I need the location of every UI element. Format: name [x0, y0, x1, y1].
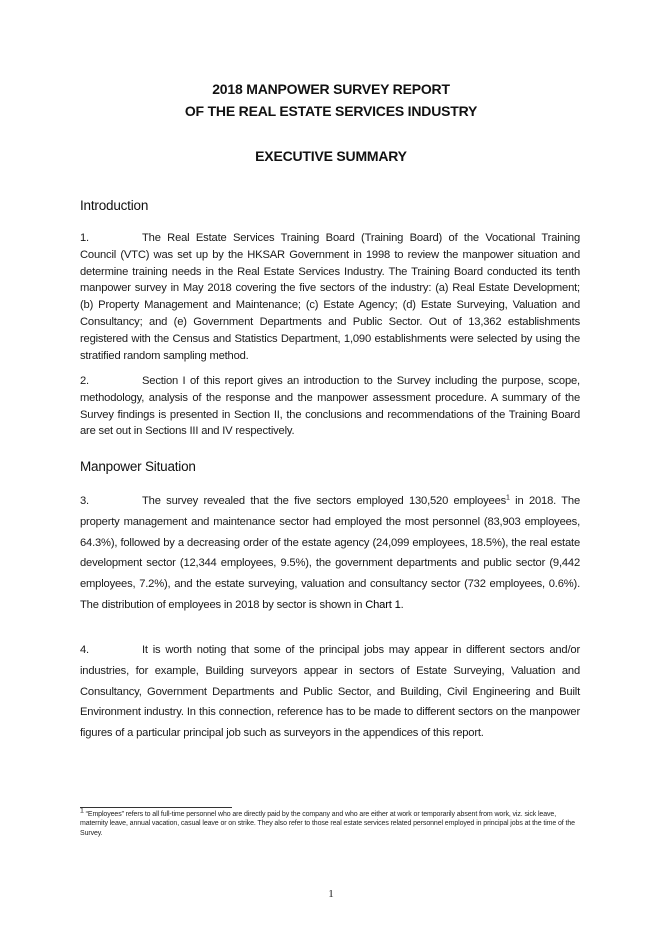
paragraph-text: The Real Estate Services Training Board (Training Board) of the Vocational Training Council (VTC) was set up by the HKSAR Government in 1998 to review the manpower situation and determine training needs in the Real Estate Services Industry. The Training Board conducted its tenth manpower survey in May 2018 covering the five sectors of the industry: (a) Real Estate Development; (b) Property Management and Maintenance; (c) Estate Agency; (d) Estate Surveying, Valuation and Consultancy; and (e) Government Departments and Public Sector. Out of 13,362 establishments registered with the Census and Statistics Department, 1,090 establishments were selected by using the stratified random sampling method.: [80, 232, 580, 362]
footnote-separator: [80, 807, 232, 808]
footnote-reference[interactable]: 1: [506, 494, 510, 502]
report-title-line1: 2018 MANPOWER SURVEY REPORT: [212, 81, 450, 97]
executive-summary-heading: EXECUTIVE SUMMARY: [255, 148, 407, 164]
paragraph-3: [80, 491, 580, 616]
paragraph-text: It is worth noting that some of the principal jobs may appear in different sectors and/or industries, for example, Building surveyors appear in sectors of Estate Surveying, Valuation and Consultancy, Government Departments and Public Sector, and Building, Civil Engineering and Built Environment industry. In this connection, reference has to be made to different sectors on the manpower figures of a particular principal job such as surveyors in the appendices of this report.: [80, 644, 580, 740]
report-title-line2: OF THE REAL ESTATE SERVICES INDUSTRY: [184, 103, 478, 119]
paragraph-text: in 2018. The property management and maintenance sector had employed the most personnel (83,903 employees, 64.3%), followed by a decreasing order of the estate agency (24,099 employees, 18.5%), the real estate development sector (12,344 employees, 9.5%), the government departments and public sector (9,442 employees, 7.2%), and the estate surveying, valuation and consultancy sector (732 employees, 0.6%). The distribution of employees in 2018 by sector is shown in: [80, 495, 581, 611]
footnote-number: 1: [80, 807, 84, 815]
footnote-text: “Employees” refers to all full-time personnel who are directly paid by the company and who are either at work or temporarily absent from work, viz. sick leave, maternity leave, annual vacation, casual leave or on strike. They also refer to those real estate services related personnel employed in principal jobs at the time of the Survey.: [80, 811, 575, 837]
footnote: [80, 807, 582, 838]
paragraph-text: Section I of this report gives an introduction to the Survey including the purpose, scope, methodology, analysis of the response and the manpower assessment procedure. A summary of the Survey findings is presented in Section II, the conclusions and recommendations of the Training Board are set out in Sections III and IV respectively.: [80, 375, 580, 438]
chart-reference: Chart 1: [365, 598, 401, 611]
paragraph-number: 4.: [80, 644, 89, 656]
paragraph-4: [80, 640, 580, 744]
paragraph-number: 3.: [80, 495, 89, 507]
paragraph-text: .: [400, 598, 404, 611]
section-heading-introduction: Introduction: [80, 198, 149, 213]
paragraph-text: The survey revealed that the five sectors employed 130,520 employees: [142, 495, 507, 507]
paragraph-number: 2.: [80, 375, 89, 387]
paragraph-1: [80, 230, 580, 364]
paragraph-number: 1.: [80, 232, 89, 244]
paragraph-2: [80, 373, 580, 440]
section-heading-manpower-situation: Manpower Situation: [80, 459, 196, 474]
page-number: 1: [328, 888, 334, 900]
